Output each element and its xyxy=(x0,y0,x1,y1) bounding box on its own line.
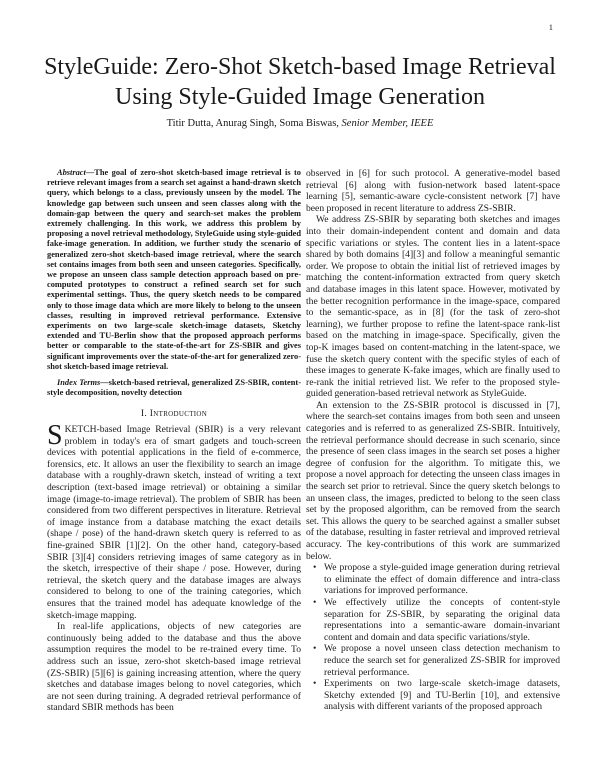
contributions-list xyxy=(306,562,560,713)
intro-paragraph-2: In real-life applications, objects of new categories are continuously being added to the database and thus the above assumption requires the model to be re-trained every time. To address such an issue, zero-shot sketch-based image retrieval (ZS-SBIR) [5][6] is gaining increasing attention, where the query sketches and database images belong to novel categories, which are not seen during training. A degraded retrieval performance of standard SBIR methods has been xyxy=(47,621,301,714)
section-heading-introduction: I. Introduction xyxy=(140,408,208,420)
intro-paragraph-1-text: KETCH-based Image Retrieval (SBIR) is a very relevant problem in today's era of smart gadgets and touch-screen devices with potential applications in the field of e-commerce, forensics, etc. It allows an user the flexibility to search an image database with a roughly-drawn sketch, instead of writing a text description (text-based image retrieval) or obtaining a similar image (image-to-image retrieval). The problem of SBIR has been considered from two different perspectives in literature. Retrieval of image instance from a database matching the exact details (shape / pose) of the hand-drawn sketch query is referred to as fine-grained SBIR [1][2]. On the other hand, category-based SBIR [3][4] considers retrieving images of same category as in the sketch, irrespective of their shape / pose. However, during retrieval, the sketch query and the database images are always considered to belong to one of the training categories, which ensures that the trained model has adequate knowledge of the sketch-image mapping. xyxy=(47,424,301,621)
author-line xyxy=(40,118,560,129)
right-column xyxy=(306,168,560,713)
paper-title: StyleGuide: Zero-Shot Sketch-based Image Retrieval Using Style-Guided Image Generation xyxy=(44,54,556,110)
intro-paragraph-1 xyxy=(47,420,301,621)
intro-paragraph-4: We address ZS-SBIR by separating both sketches and images into their domain-independent content and domain and data specific variations or styles. The content lies in a latent-space shared by both domains [4][3] and follow a meaningful semantic order. We propose to obtain the initial list of retrieved images by matching the content-information extracted from query sketch and database images in this latent space. However, motivated by the better recognition performance in the image-space, compared to the semantic-space, as in [8] (for the task of zero-shot learning), we further propose to refine the latent-space rank-list based on the matching in image-space. Specifically, given the top-K images based on content-matching in the latent-space, we fuse the sketch query content with the specific styles of each of these images to generate K-fake images, which are finally used to re-rank the initial retrieved list. We refer to the proposed style-guided generation-based retrieval network as StyleGuide. xyxy=(306,214,560,400)
page-number: 1 xyxy=(548,22,553,32)
author-suffix: Senior Member, IEEE xyxy=(341,118,434,129)
index-terms-text: —sketch-based retrieval, generalized ZS-SBIR, content-style decomposition, novelty detection xyxy=(47,378,302,398)
abstract-lead: Abstract xyxy=(57,168,86,177)
abstract-text: —The goal of zero-shot sketch-based image retrieval is to retrieve relevant images from a search set against a hand-drawn sketch query, which belongs to a class, previously unseen by the model. The knowledge gap between such unseen and seen classes along with the domain-gap between the query and search-set makes the problem extremely challenging. In this work, we address this problem by proposing a novel retrieval methodology, StyleGuide using style-guided fake-image generation. In addition, we further study the scenario of generalized zero-shot sketch-based image retrieval, where the search set contains images from both seen and unseen categories. Specifically, we propose an unseen class sample detection approach based on pre-computed prototypes to construct a refined search set for such experimental settings. Thus, the query sketch needs to be compared only to those image data which are more likely to belong to the unseen classes, resulting in improved retrieval performance. Extensive experiments on two large-scale sketch-image datasets, Sketchy extended and TU-Berlin show that the proposed approach performs better or comparable to the state-of-the-art for ZS-SBIR and gives significant improvements over the state-of-the-art for generalized zero-shot sketch-based image retrieval. xyxy=(47,168,301,371)
index-terms-lead: Index Terms xyxy=(57,378,101,388)
intro-paragraph-5: An extension to the ZS-SBIR protocol is discussed in [7], where the search-set contains images from both seen and unseen categories and is referred to as generalized ZS-SBIR. Intuitively, the retrieval performance should decrease in such scenario, since the presence of seen class images in the search set poses a higher degree of confusion for the algorithm. To mitigate this, we propose a novel approach for detecting the unseen class images in the search set prior to retrieval. Since the query sketch belongs to an unseen class, the images, predicted to belong to the seen class set by the proposed algorithm, can be removed from the search set. This allows the query to be searched against a smaller subset of the database, resulting in faster retrieval and improved retrieval accuracy. The key-contributions of this work are summarized below. xyxy=(306,399,560,562)
drop-cap: S xyxy=(47,420,63,452)
abstract xyxy=(47,168,301,372)
left-column xyxy=(47,168,301,714)
contribution-item: • We propose a novel unseen class detection mechanism to reduce the search set for generalized ZS-SBIR for improved retrieval performance. xyxy=(324,643,560,678)
contribution-item: • We propose a style-guided image generation during retrieval to eliminate the effect of domain difference and intra-class variations for improved performance. xyxy=(324,562,560,597)
contribution-item: • Experiments on two large-scale sketch-image datasets, Sketchy extended [9] and TU-Berlin [10], and extensive analysis with different variants of the proposed approach xyxy=(324,678,560,713)
contribution-item: • We effectively utilize the concepts of content-style separation for ZS-SBIR, by separating the original data representations into a semantic-aware domain-invariant content and domain and data specific variations/style. xyxy=(324,597,560,643)
index-terms xyxy=(47,378,301,398)
intro-paragraph-3: observed in [6] for such protocol. A generative-model based retrieval [6] along with fusion-network based latent-space learning [5], semantic-aware cycle-consistent network [7] have been proposed in recent literature to address ZS-SBIR. xyxy=(306,168,560,214)
author-names: Titir Dutta, Anurag Singh, Soma Biswas, xyxy=(166,118,339,129)
